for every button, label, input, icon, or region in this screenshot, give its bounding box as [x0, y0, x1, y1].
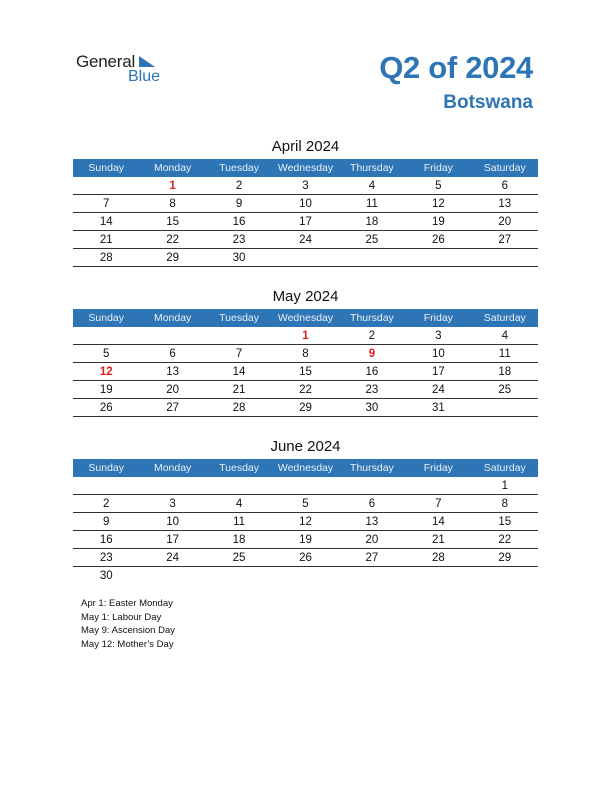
day-cell: 7 — [435, 498, 442, 510]
holiday-day-cell: 9 — [368, 348, 376, 360]
weekday-header — [73, 309, 538, 327]
month-calendar-june — [73, 437, 538, 584]
empty-day-cell — [339, 567, 405, 585]
empty-day-cell — [73, 327, 139, 345]
day-cell: 17 — [299, 216, 312, 228]
day-cell: 19 — [299, 534, 312, 546]
day-cell: 26 — [431, 234, 445, 246]
day-cell: 30 — [232, 252, 246, 264]
day-cell: 29 — [299, 402, 312, 414]
day-cell: 10 — [299, 198, 312, 210]
week-row — [73, 399, 538, 417]
day-cell: 26 — [299, 552, 312, 564]
weekday-label: Friday — [423, 312, 453, 324]
weekday-label: Sunday — [88, 462, 125, 474]
logo — [76, 52, 176, 88]
day-cell: 19 — [431, 216, 445, 228]
holiday-notes — [81, 597, 175, 651]
day-cell: 18 — [365, 216, 379, 228]
day-cell: 11 — [365, 198, 378, 210]
holiday-note: Apr 1: Easter Monday — [81, 598, 173, 609]
holiday-note: May 12: Mother’s Day — [81, 638, 174, 650]
day-cell: 22 — [299, 384, 312, 396]
day-cell: 12 — [431, 198, 445, 210]
week-row — [73, 549, 538, 567]
day-cell: 5 — [435, 180, 442, 192]
week-row — [73, 381, 538, 399]
day-cell: 16 — [232, 216, 246, 228]
day-cell: 25 — [498, 384, 512, 396]
day-cell: 3 — [302, 180, 309, 192]
week-row — [73, 327, 538, 345]
day-cell: 24 — [431, 384, 445, 396]
weekday-label: Monday — [153, 462, 192, 474]
week-row — [73, 213, 538, 231]
day-cell: 18 — [498, 366, 512, 378]
empty-day-cell — [73, 477, 139, 495]
day-cell: 23 — [365, 384, 379, 396]
day-cell: 14 — [431, 516, 445, 528]
day-cell: 28 — [431, 552, 445, 564]
weekday-label: Thursday — [350, 162, 394, 174]
month-title: May 2024 — [272, 288, 339, 305]
day-cell: 7 — [103, 198, 110, 210]
month-title: April 2024 — [271, 138, 340, 155]
week-row — [73, 345, 538, 363]
day-cell: 6 — [501, 180, 508, 192]
day-cell: 16 — [99, 534, 113, 546]
day-cell: 11 — [498, 348, 511, 360]
weekday-label: Tuesday — [219, 162, 259, 174]
weekday-label: Saturday — [483, 462, 526, 474]
week-row — [73, 249, 538, 267]
day-cell: 16 — [365, 366, 379, 378]
holiday-note: May 9: Ascension Day — [81, 625, 175, 636]
day-cell: 9 — [235, 198, 243, 210]
holiday-day-cell: 1 — [169, 180, 176, 192]
weekday-header — [73, 159, 538, 177]
day-cell: 5 — [302, 498, 309, 510]
day-cell: 25 — [232, 552, 246, 564]
day-cell: 21 — [431, 534, 445, 546]
day-cell: 10 — [431, 348, 445, 360]
month-title: June 2024 — [270, 438, 341, 455]
empty-day-cell — [472, 249, 538, 267]
empty-day-cell — [139, 477, 205, 495]
day-cell: 17 — [166, 534, 180, 546]
quarter-title: Q2 of 2024 — [379, 50, 533, 85]
day-cell: 30 — [365, 402, 379, 414]
day-cell: 27 — [498, 234, 512, 246]
day-cell: 21 — [99, 234, 113, 246]
week-row — [73, 477, 538, 495]
day-cell: 28 — [99, 252, 113, 264]
day-cell: 12 — [299, 516, 312, 528]
weekday-label: Thursday — [350, 462, 394, 474]
weekday-label: Monday — [153, 312, 192, 324]
week-row — [73, 177, 538, 195]
empty-day-cell — [206, 327, 272, 345]
weekday-label: Wednesday — [277, 462, 334, 474]
week-row — [73, 567, 538, 584]
weekday-label: Saturday — [483, 312, 526, 324]
day-cell: 29 — [498, 552, 512, 564]
week-row — [73, 195, 538, 213]
day-cell: 6 — [368, 498, 376, 510]
empty-day-cell — [272, 249, 338, 267]
day-cell: 22 — [166, 234, 180, 246]
empty-day-cell — [206, 567, 272, 585]
weekday-label: Thursday — [350, 312, 394, 324]
day-cell: 11 — [233, 516, 246, 528]
weekday-label: Sunday — [88, 312, 125, 324]
day-cell: 3 — [435, 330, 442, 342]
day-cell: 13 — [365, 516, 379, 528]
day-cell: 5 — [103, 348, 110, 360]
empty-day-cell — [272, 567, 338, 585]
day-cell: 7 — [235, 348, 243, 360]
week-row — [73, 231, 538, 249]
weekday-label: Wednesday — [277, 312, 334, 324]
day-cell: 2 — [235, 180, 243, 192]
day-cell: 28 — [232, 402, 246, 414]
weekday-label: Monday — [153, 162, 192, 174]
empty-day-cell — [472, 567, 538, 585]
day-cell: 4 — [368, 180, 376, 192]
weekday-label: Sunday — [88, 162, 125, 174]
day-cell: 14 — [232, 366, 246, 378]
weekday-label: Wednesday — [277, 162, 334, 174]
day-cell: 8 — [302, 348, 309, 360]
month-calendar-may — [73, 287, 538, 417]
empty-day-cell — [339, 477, 405, 495]
day-cell: 20 — [365, 534, 379, 546]
day-cell: 8 — [169, 198, 176, 210]
weekday-label: Tuesday — [219, 312, 259, 324]
day-cell: 6 — [169, 348, 176, 360]
day-cell: 23 — [232, 234, 246, 246]
weekday-label: Tuesday — [219, 462, 259, 474]
holiday-day-cell: 12 — [99, 366, 113, 378]
day-cell: 20 — [498, 216, 512, 228]
day-cell: 9 — [103, 516, 110, 528]
empty-day-cell — [405, 567, 471, 585]
day-cell: 15 — [299, 366, 312, 378]
weekday-label: Friday — [423, 162, 453, 174]
weekday-label: Saturday — [483, 162, 526, 174]
day-cell: 27 — [166, 402, 180, 414]
empty-day-cell — [272, 477, 338, 495]
month-calendar-april — [73, 137, 538, 267]
day-cell: 4 — [235, 498, 243, 510]
holiday-day-cell: 1 — [302, 330, 309, 342]
day-cell: 18 — [232, 534, 246, 546]
day-cell: 2 — [103, 498, 110, 510]
day-cell: 27 — [365, 552, 379, 564]
day-cell: 13 — [166, 366, 180, 378]
week-row — [73, 495, 538, 513]
empty-day-cell — [139, 567, 205, 585]
week-row — [73, 363, 538, 381]
day-cell: 31 — [431, 402, 445, 414]
day-cell: 21 — [232, 384, 246, 396]
day-cell: 19 — [99, 384, 113, 396]
day-cell: 20 — [166, 384, 180, 396]
weekday-header — [73, 459, 538, 477]
day-cell: 17 — [431, 366, 445, 378]
day-cell: 30 — [99, 570, 113, 582]
day-cell: 15 — [498, 516, 512, 528]
day-cell: 24 — [166, 552, 180, 564]
day-cell: 13 — [498, 198, 512, 210]
day-cell: 25 — [365, 234, 379, 246]
day-cell: 8 — [501, 498, 508, 510]
empty-day-cell — [339, 249, 405, 267]
country-name: Botswana — [443, 92, 533, 113]
day-cell: 10 — [166, 516, 180, 528]
holiday-note: May 1: Labour Day — [81, 611, 162, 623]
empty-day-cell — [73, 177, 139, 195]
empty-day-cell — [405, 477, 471, 495]
logo-text-general: General — [76, 52, 136, 71]
empty-day-cell — [139, 327, 205, 345]
empty-day-cell — [206, 477, 272, 495]
day-cell: 4 — [501, 330, 508, 342]
day-cell: 24 — [299, 234, 312, 246]
empty-day-cell — [472, 399, 538, 417]
day-cell: 3 — [169, 498, 176, 510]
logo-text-blue: Blue — [128, 68, 161, 85]
day-cell: 14 — [99, 216, 113, 228]
day-cell: 29 — [166, 252, 180, 264]
day-cell: 26 — [99, 402, 113, 414]
week-row — [73, 513, 538, 531]
day-cell: 15 — [166, 216, 180, 228]
day-cell: 22 — [498, 534, 512, 546]
day-cell: 2 — [368, 330, 376, 342]
week-row — [73, 531, 538, 549]
day-cell: 23 — [99, 552, 113, 564]
weekday-label: Friday — [423, 462, 453, 474]
empty-day-cell — [405, 249, 471, 267]
day-cell: 1 — [501, 480, 508, 492]
